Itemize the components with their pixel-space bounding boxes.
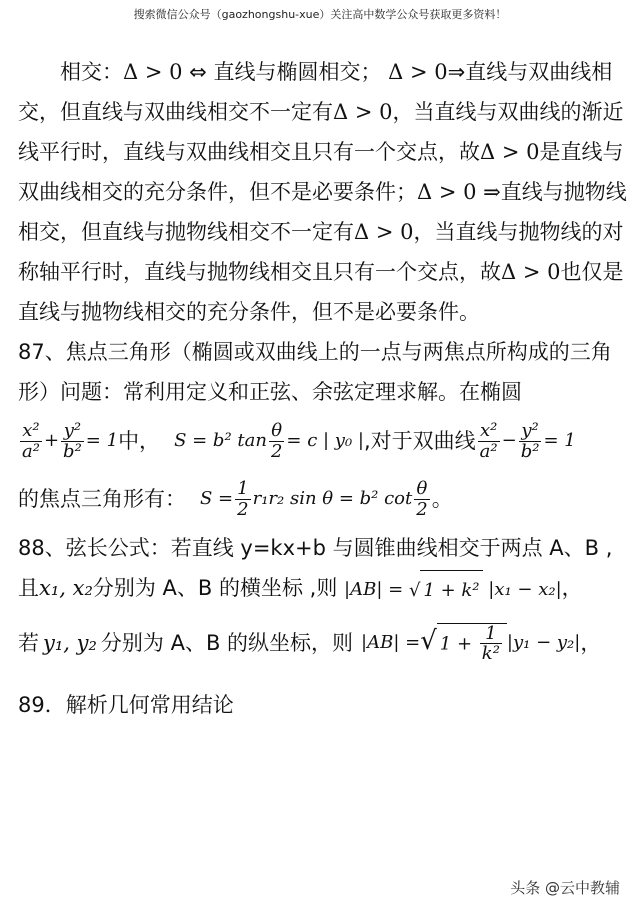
paragraph-89 [18, 685, 628, 725]
header-note: 搜索微信公众号（gaozhongshu-xue）关注高中数学公众号获取更多资料！ [133, 8, 507, 21]
formula-sqrt: √ 1 + $\frac{1}{\text{k²}}$ [420, 621, 507, 664]
text: 也仅是直线与抛物线相交的充分条件，但不是必要条件。 [18, 260, 624, 324]
math-delta: Δ > 0 [480, 140, 540, 164]
math-delta: Δ > 0 [501, 260, 561, 284]
paragraph-88 [18, 528, 628, 611]
text: ，当直线与双曲线的渐近线平行时，直线与双曲线相交且只有一个交点，故 [18, 100, 624, 164]
formula-line-chord-y: 若 y₁, y₂ 分别为 A、B 的纵坐标，则 |AB| = √ 1 + $\frac{1}{\text{k²}}$ |y₁ − y₂| ， [18, 622, 602, 665]
formula-fraction: $\frac{\text{y²}}{\text{b²}}$ [520, 419, 540, 462]
paragraph-intersection [18, 52, 628, 332]
iff-symbol: ⇔ [189, 60, 207, 84]
watermark: 头条 @云中教辅 [510, 879, 620, 897]
text: 相交： [60, 60, 123, 84]
math-delta: Δ > 0 [354, 220, 414, 244]
text: ，当直线与抛物线的对称轴平行时，直线与抛物线相交且只有一个交点，故 [18, 220, 624, 284]
formula-fraction: $\frac{\text{x²}}{\text{a²}}$ [22, 419, 40, 462]
text: 是直线与双曲线相交的充分条件，但不是必要条件； [18, 140, 624, 204]
document-body [18, 52, 628, 725]
math-delta: Δ > 0 [333, 100, 393, 124]
math-y1y2: y₁, y₂ [43, 630, 97, 655]
text: 直线与双曲线相交，但直线与双曲线相交不一定有 [18, 60, 613, 124]
text: 。 [431, 487, 453, 511]
section-heading: 89．解析几何常用结论 [18, 692, 234, 717]
text: 的焦点三角形有： [18, 487, 186, 511]
text: ， [561, 576, 583, 600]
math-delta: Δ > 0 [388, 60, 448, 84]
text: 若 [18, 630, 39, 655]
paragraph-87 [18, 332, 628, 412]
math-x1x2: x₁, x₂ [39, 576, 93, 600]
text: ， [580, 630, 602, 655]
text: 88、弦长公式：若直线 y=kx+b 与圆锥曲线相交于两点 A、B ,且 [18, 536, 613, 600]
chord-length-formula-x: |AB| = √ 1 + k² |x₁ − x₂| [344, 579, 562, 600]
text: 直线与椭圆相交； [213, 60, 382, 84]
text: ,对于双曲线 [363, 429, 476, 453]
text: 87、焦点三角形（椭圆或双曲线上的一点与两焦点所构成的三角形）问题：常利用定义和正弦、余弦定理求解。在椭圆 [18, 340, 612, 404]
math-delta: Δ > 0 [123, 60, 183, 84]
math-delta: Δ > 0 ⇒ [417, 180, 501, 204]
text: 分别为 A、B 的横坐标 ,则 [92, 576, 338, 600]
text: 中， [118, 429, 161, 453]
text: 分别为 A、B 的纵坐标，则 [100, 630, 354, 655]
formula-line-hyperbola: 的焦点三角形有： S = $\frac{1}{2}$ r₁r₂ sin θ = b² cot $\frac{\theta}{2}$ 。 [18, 477, 453, 520]
formula-line-ellipse: $\frac{\text{x²}}{\text{a²}}$ + $\frac{\text{y²}}{\text{b²}}$ = 1 中， S = b² tan $\frac{\theta}{2}$ = c | y₀ | ,对于双曲线 $\frac{\text{x²}}{\text{a²}}$ − $\frac{\text{y²}}{\text{b²}}$ = 1 [22, 419, 576, 462]
formula-fraction: $\frac{\text{x²}}{\text{a²}}$ [479, 419, 498, 462]
formula-fraction: $\frac{\theta}{2}$ [416, 477, 428, 520]
formula-fraction: $\frac{1}{2}$ [237, 477, 249, 520]
text: 直线与抛物线相交，但直线与抛物线相交不一定有 [18, 180, 627, 244]
formula-fraction: $\frac{\text{y²}}{\text{b²}}$ [63, 419, 82, 462]
formula-fraction: $\frac{\theta}{2}$ [270, 419, 283, 462]
implies-symbol: ⇒ [447, 60, 466, 84]
